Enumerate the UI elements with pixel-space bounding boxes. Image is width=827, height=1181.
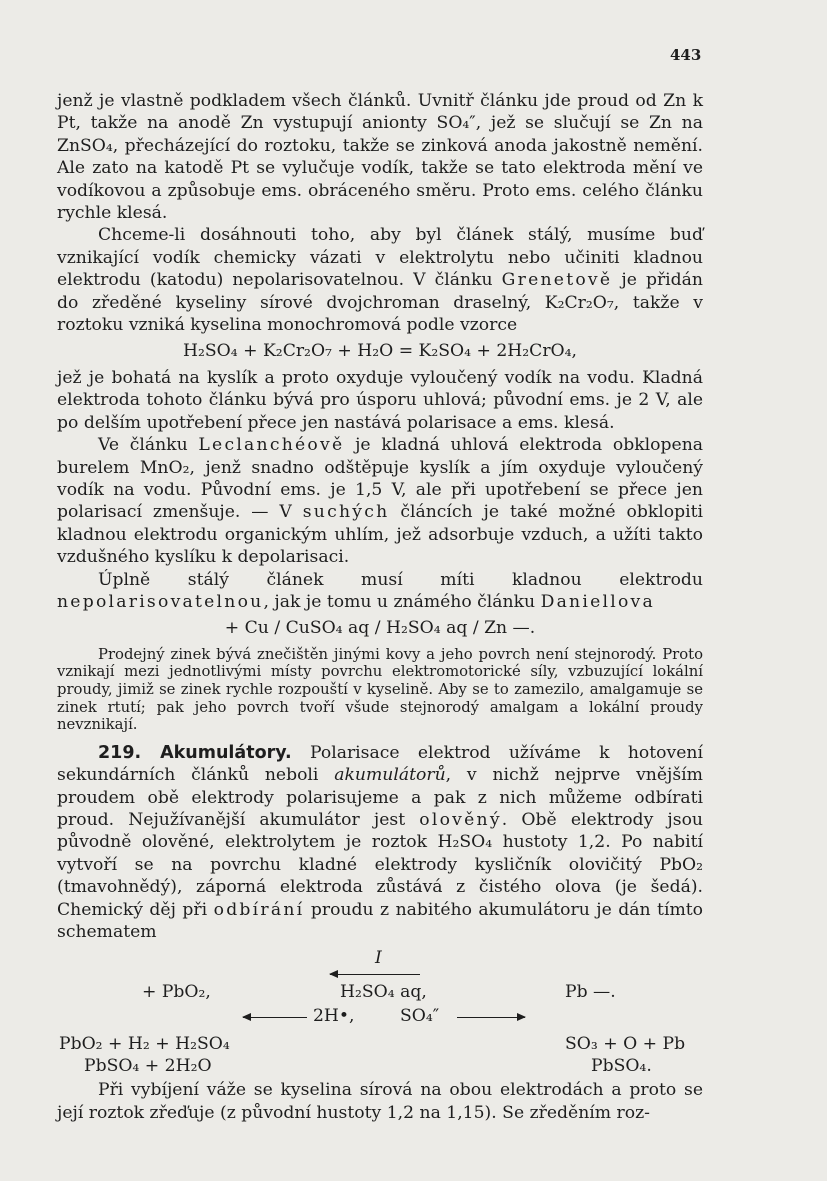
scheme-current-label: I bbox=[375, 948, 382, 969]
paragraph: Úplně stálý článek musí míti kladnou elektrodu nepolarisovatelnou, jak je tomu u známého článku Daniellova bbox=[57, 569, 703, 612]
scheme-right-reaction: SO₃ + O + Pb bbox=[565, 1034, 686, 1055]
scheme-sulfate-ion: SO₄″ bbox=[400, 1006, 440, 1027]
scheme-right-product: PbSO₄. bbox=[591, 1056, 652, 1077]
text-column bbox=[57, 90, 703, 1124]
small-print-note: Prodejný zinek bývá znečištěn jinými kovy a jeho povrch není stejnorodý. Proto vznikají mezi jednotlivými místy povrchu elektromotorické síly, vzbuzující lokální proudy, jimiž se zinek rychle rozpouští v kyselině. Aby se to zamezilo, amalgamuje se zinek rtutí; pak jeho povrch tvoří všude stejnorodý amalgam a lokální proudy nevznikají. bbox=[57, 645, 703, 734]
scheme-left-product: PbSO₄ + 2H₂O bbox=[84, 1056, 212, 1077]
paragraph: jež je bohatá na kyslík a proto oxyduje vyloučený vodík na vodu. Kladná elektroda tohoto článku bývá pro úsporu uhlová; původní ems. je 2 V, ale po delším upotřebení přece jen nastává polarisace a ems. klesá. bbox=[57, 367, 703, 433]
arrow-right-icon bbox=[457, 1017, 525, 1018]
paragraph: Při vybíjení váže se kyselina sírová na obou elektrodách a proto se její roztok zřeďuje (z původní hustoty 1,2 na 1,15). Se zředěním roz- bbox=[57, 1080, 703, 1123]
equation: H₂SO₄ + K₂Cr₂O₇ + H₂O = K₂SO₄ + 2H₂CrO₄, bbox=[183, 341, 577, 362]
reaction-scheme bbox=[57, 947, 703, 1079]
section-heading: 219. Akumulátory. bbox=[98, 742, 292, 763]
scheme-cathode: + PbO₂, bbox=[142, 982, 211, 1003]
arrow-left-icon bbox=[243, 1017, 307, 1018]
scheme-anode: Pb —. bbox=[565, 982, 616, 1003]
scheme-electrolyte: H₂SO₄ aq, bbox=[340, 982, 427, 1003]
equation: + Cu / CuSO₄ aq / H₂SO₄ aq / Zn —. bbox=[224, 618, 536, 639]
paragraph: jenž je vlastně podkladem všech článků. Uvnitř článku jde proud od Zn k Pt, takže na anodě Zn vystupují anionty SO₄″, jež se slučují se Zn na ZnSO₄, přecházející do roztoku, takže se zinková anoda jakostně nemění. Ale zato na katodě Pt se vylučuje vodík, takže se tato elektroda mění ve vodíkovou a způsobuje ems. obráceného směru. Proto ems. celého článku rychle klesá. bbox=[57, 91, 703, 224]
paragraph: Chceme-li dosáhnouti toho, aby byl článek stálý, musíme buď vznikající vodík chemicky vázati v elektrolytu nebo učiniti kladnou elektrodu (katodu) nepolarisovatelnou. V článku Grenetově je přidán do zředěné kyseliny sírové dvojchroman draselný, K₂Cr₂O₇, takže v roztoku vzniká kyselina monochromová podle vzorce bbox=[57, 225, 703, 336]
page-number: 443 bbox=[670, 46, 702, 64]
arrow-left-icon bbox=[330, 974, 420, 975]
section-paragraph: 219. Akumulátory. Polarisace elektrod užíváme k hotovení sekundárních článků neboli akumulátorů, v nichž nejprve vnějším proudem obě elektrody polarisujeme a pak z nich můžeme odbírati proud. Nejužívanější akumulátor jest olověný. Obě elektrody jsou původně olověné, elektrolytem je roztok H₂SO₄ hustoty 1,2. Po nabití vytvoří se na povrchu kladné elektrody kysličník olovičitý PbO₂ (tmavohnědý), záporná elektroda zůstává z čistého olova (je šedá). Chemický děj při odbírání proudu z nabitého akumulátoru je dán tímto schematem bbox=[57, 742, 703, 942]
scheme-hydrogen-ion: 2H•, bbox=[313, 1006, 355, 1027]
scheme-left-reaction: PbO₂ + H₂ + H₂SO₄ bbox=[59, 1034, 230, 1055]
paragraph: Ve článku Leclanchéově je kladná uhlová elektroda obklopena burelem MnO₂, jenž snadno odštěpuje kyslík a jím oxyduje vyloučený vodík na vodu. Původní ems. je 1,5 V, ale při upotřebení se přece jen polarisací zmenšuje. — V suchých článcích je také možné obklopiti kladnou elektrodu organickým uhlím, jež adsorbuje vzduch, a užíti takto vzdušného kyslíku k depolarisaci. bbox=[57, 435, 704, 568]
